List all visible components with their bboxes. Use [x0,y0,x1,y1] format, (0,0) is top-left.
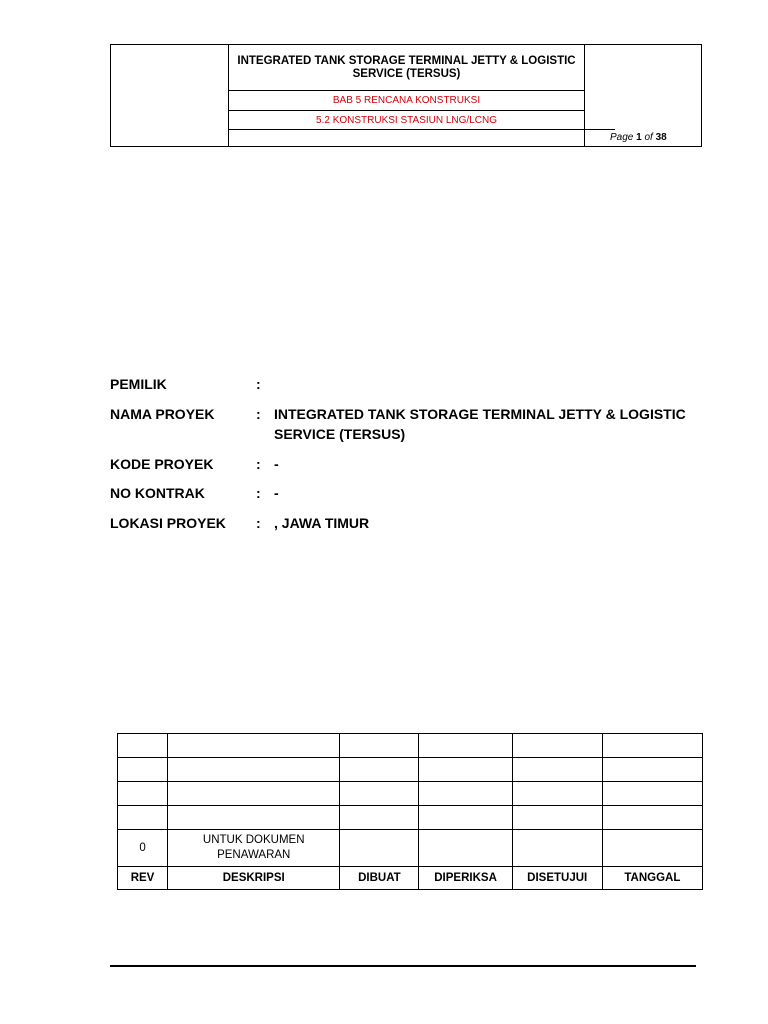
header-divider [466,129,585,130]
table-row [118,758,703,782]
field-value: - [274,485,279,501]
column-header-deskripsi: DESKRIPSI [168,867,340,890]
column-header-disetujui: DISETUJUI [512,867,602,890]
document-title: INTEGRATED TANK STORAGE TERMINAL JETTY & LOGISTIC SERVICE (TERSUS) [237,54,576,80]
revision-table [117,733,703,890]
column-header-diperiksa: DIPERIKSA [419,867,512,890]
field-colon: : [256,376,261,392]
field-label: PEMILIK [110,376,167,392]
field-value: INTEGRATED TANK STORAGE TERMINAL JETTY & LOGISTIC SERVICE (TERSUS) [274,406,686,442]
column-header-dibuat: DIBUAT [340,867,419,890]
field-colon: : [256,485,261,501]
field-label: NO KONTRAK [110,485,205,501]
dibuat-cell [340,830,419,867]
field-value: , JAWA TIMUR [274,515,370,531]
logo-cell [111,45,229,146]
field-label: LOKASI PROYEK [110,515,226,531]
page-row [229,129,667,147]
section-title: 5.2 KONSTRUKSI STASIUN LNG/LCNG [229,110,584,129]
chapter-title: BAB 5 RENCANA KONSTRUKSI [229,90,584,110]
page-total: 38 [655,132,667,143]
column-header-tanggal: TANGGAL [602,867,702,890]
table-row [118,806,703,830]
diperiksa-cell [419,830,512,867]
page-label: Page [610,132,634,143]
footer-rule [110,965,696,967]
field-label: KODE PROYEK [110,456,214,472]
table-row [118,830,703,867]
table-row [118,734,703,758]
tanggal-cell [602,830,702,867]
deskripsi-cell: UNTUK DOKUMEN PENAWARAN [168,830,340,867]
disetujui-cell [512,830,602,867]
page-number: 1 [636,132,642,143]
rev-cell: 0 [118,830,168,867]
field-label: NAMA PROYEK [110,406,215,422]
header-right-cell [584,45,702,146]
table-header-row [118,867,703,890]
field-colon: : [256,406,261,422]
table-row [118,782,703,806]
header-center [229,45,667,146]
field-colon: : [256,515,261,531]
column-header-rev: REV [118,867,168,890]
field-colon: : [256,456,261,472]
field-value: - [274,456,279,472]
document-header [110,44,702,147]
page-of: of [644,132,653,143]
